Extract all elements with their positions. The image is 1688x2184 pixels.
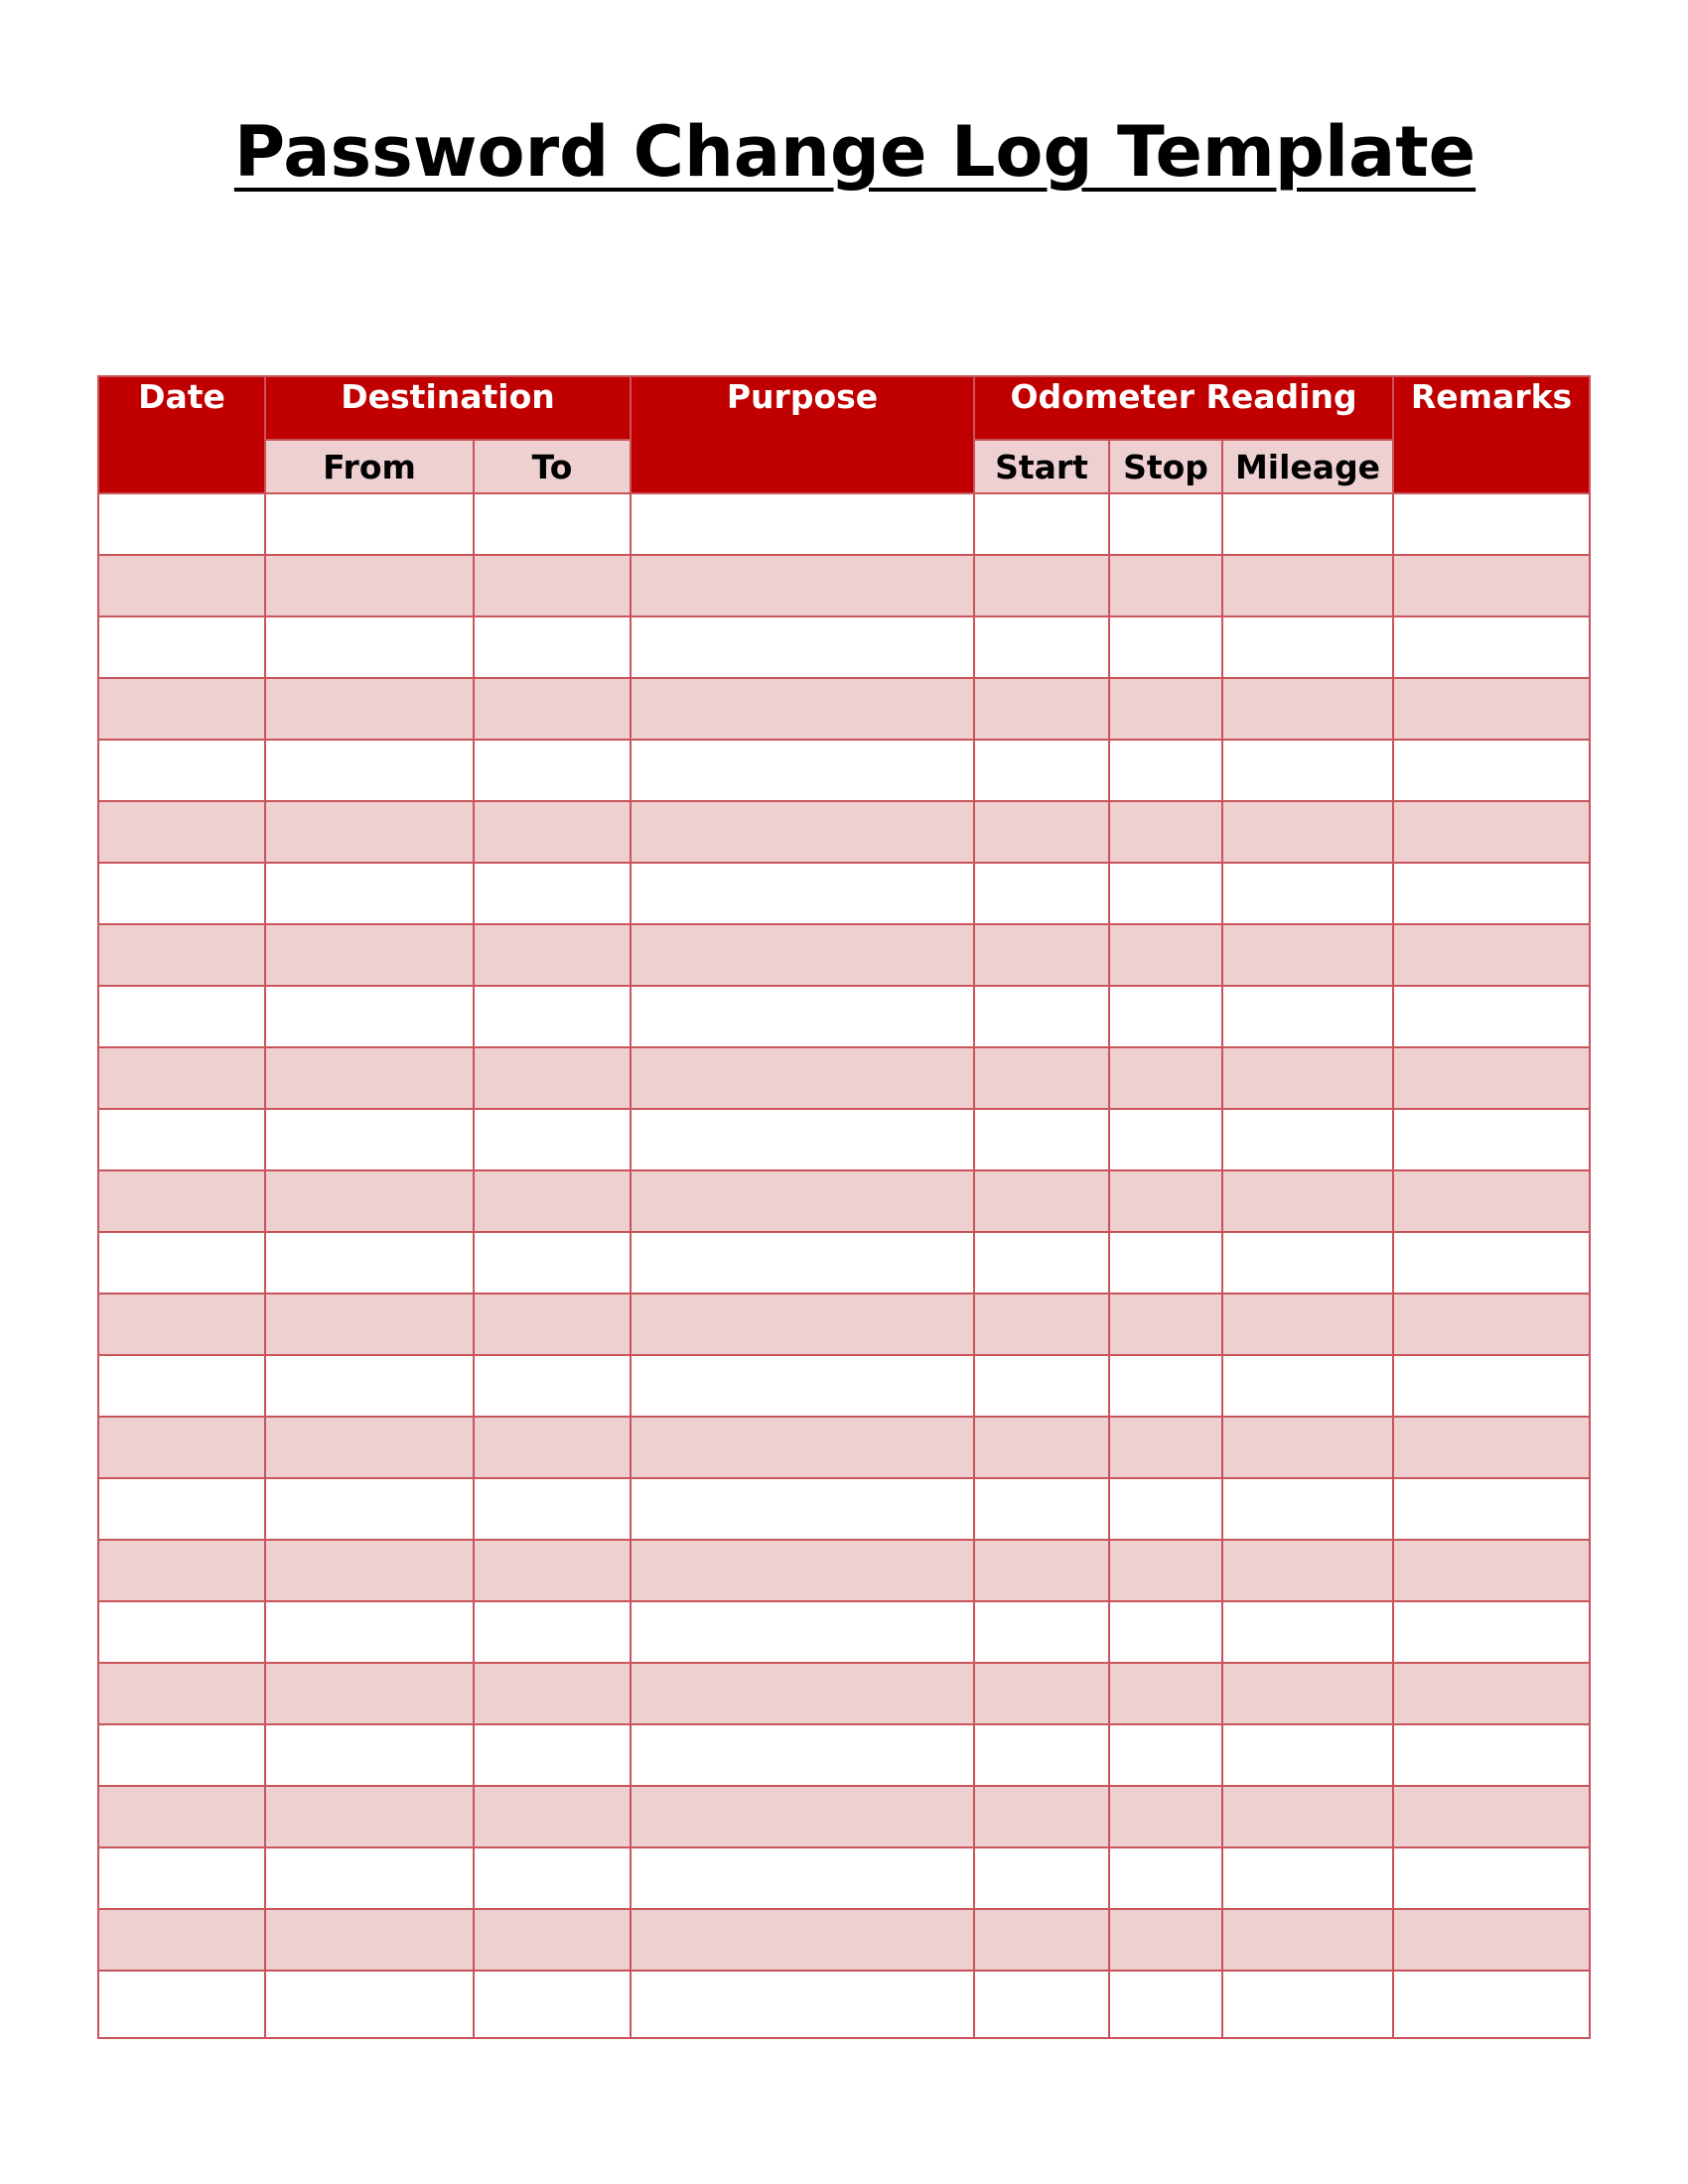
cell-remarks[interactable]	[1393, 924, 1590, 986]
cell-mileage[interactable]	[1222, 1232, 1393, 1294]
cell-start[interactable]	[974, 1294, 1109, 1355]
cell-to[interactable]	[474, 1601, 631, 1663]
cell-from[interactable]	[265, 1232, 474, 1294]
cell-remarks[interactable]	[1393, 1663, 1590, 1724]
header-start: Start	[974, 440, 1109, 493]
cell-from[interactable]	[265, 1971, 474, 2038]
cell-stop[interactable]	[1109, 555, 1222, 616]
table-row	[98, 1417, 1590, 1478]
cell-to[interactable]	[474, 1355, 631, 1417]
cell-purpose[interactable]	[631, 1232, 974, 1294]
log-table	[97, 375, 1591, 2039]
cell-remarks[interactable]	[1393, 1724, 1590, 1786]
cell-stop[interactable]	[1109, 1724, 1222, 1786]
cell-purpose[interactable]	[631, 1724, 974, 1786]
table-row	[98, 1478, 1590, 1540]
cell-date[interactable]	[98, 1355, 265, 1417]
header-from: From	[265, 440, 474, 493]
cell-remarks[interactable]	[1393, 1909, 1590, 1971]
cell-date[interactable]	[98, 1417, 265, 1478]
cell-to[interactable]	[474, 1294, 631, 1355]
cell-date[interactable]	[98, 616, 265, 678]
cell-purpose[interactable]	[631, 1355, 974, 1417]
cell-from[interactable]	[265, 1909, 474, 1971]
cell-date[interactable]	[98, 1478, 265, 1540]
cell-mileage[interactable]	[1222, 1294, 1393, 1355]
cell-purpose[interactable]	[631, 924, 974, 986]
cell-remarks[interactable]	[1393, 801, 1590, 863]
cell-mileage[interactable]	[1222, 1478, 1393, 1540]
cell-purpose[interactable]	[631, 1417, 974, 1478]
cell-purpose[interactable]	[631, 1109, 974, 1170]
cell-date[interactable]	[98, 801, 265, 863]
cell-stop[interactable]	[1109, 1786, 1222, 1847]
cell-purpose[interactable]	[631, 493, 974, 555]
cell-mileage[interactable]	[1222, 1355, 1393, 1417]
table-row	[98, 616, 1590, 678]
cell-mileage[interactable]	[1222, 740, 1393, 801]
cell-remarks[interactable]	[1393, 1417, 1590, 1478]
cell-start[interactable]	[974, 1786, 1109, 1847]
cell-stop[interactable]	[1109, 740, 1222, 801]
cell-start[interactable]	[974, 1417, 1109, 1478]
cell-mileage[interactable]	[1222, 678, 1393, 740]
cell-start[interactable]	[974, 1724, 1109, 1786]
cell-mileage[interactable]	[1222, 616, 1393, 678]
cell-stop[interactable]	[1109, 801, 1222, 863]
cell-stop[interactable]	[1109, 1601, 1222, 1663]
cell-stop[interactable]	[1109, 616, 1222, 678]
cell-stop[interactable]	[1109, 986, 1222, 1047]
cell-date[interactable]	[98, 1540, 265, 1601]
cell-to[interactable]	[474, 555, 631, 616]
cell-date[interactable]	[98, 1109, 265, 1170]
table-row	[98, 1170, 1590, 1232]
cell-mileage[interactable]	[1222, 1786, 1393, 1847]
cell-mileage[interactable]	[1222, 1417, 1393, 1478]
header-odometer-reading: Odometer Reading	[974, 376, 1393, 440]
cell-mileage[interactable]	[1222, 555, 1393, 616]
table-row	[98, 863, 1590, 924]
table-row	[98, 1355, 1590, 1417]
cell-date[interactable]	[98, 1909, 265, 1971]
cell-to[interactable]	[474, 1724, 631, 1786]
cell-to[interactable]	[474, 678, 631, 740]
cell-stop[interactable]	[1109, 493, 1222, 555]
cell-remarks[interactable]	[1393, 863, 1590, 924]
cell-stop[interactable]	[1109, 1663, 1222, 1724]
cell-from[interactable]	[265, 1540, 474, 1601]
cell-purpose[interactable]	[631, 1540, 974, 1601]
cell-to[interactable]	[474, 740, 631, 801]
cell-from[interactable]	[265, 1047, 474, 1109]
cell-remarks[interactable]	[1393, 1170, 1590, 1232]
cell-from[interactable]	[265, 1601, 474, 1663]
cell-remarks[interactable]	[1393, 555, 1590, 616]
table-row	[98, 1294, 1590, 1355]
cell-stop[interactable]	[1109, 1294, 1222, 1355]
cell-from[interactable]	[265, 863, 474, 924]
cell-date[interactable]	[98, 1294, 265, 1355]
cell-to[interactable]	[474, 1170, 631, 1232]
cell-mileage[interactable]	[1222, 801, 1393, 863]
header-row-primary	[98, 376, 1590, 440]
header-stop: Stop	[1109, 440, 1222, 493]
cell-remarks[interactable]	[1393, 493, 1590, 555]
cell-date[interactable]	[98, 924, 265, 986]
cell-remarks[interactable]	[1393, 616, 1590, 678]
cell-stop[interactable]	[1109, 1355, 1222, 1417]
cell-purpose[interactable]	[631, 1170, 974, 1232]
cell-remarks[interactable]	[1393, 1847, 1590, 1909]
cell-remarks[interactable]	[1393, 1540, 1590, 1601]
cell-remarks[interactable]	[1393, 1355, 1590, 1417]
table-row	[98, 1724, 1590, 1786]
page-title-text: Password Change Log Template	[233, 111, 1477, 193]
table-row	[98, 1047, 1590, 1109]
cell-purpose[interactable]	[631, 1047, 974, 1109]
cell-purpose[interactable]	[631, 986, 974, 1047]
cell-from[interactable]	[265, 493, 474, 555]
cell-stop[interactable]	[1109, 1847, 1222, 1909]
cell-to[interactable]	[474, 1847, 631, 1909]
table-row	[98, 1786, 1590, 1847]
cell-mileage[interactable]	[1222, 1540, 1393, 1601]
cell-stop[interactable]	[1109, 1478, 1222, 1540]
cell-from[interactable]	[265, 1478, 474, 1540]
cell-from[interactable]	[265, 1170, 474, 1232]
cell-date[interactable]	[98, 1601, 265, 1663]
cell-remarks[interactable]	[1393, 1232, 1590, 1294]
cell-from[interactable]	[265, 616, 474, 678]
cell-date[interactable]	[98, 1971, 265, 2038]
cell-purpose[interactable]	[631, 1601, 974, 1663]
header-destination: Destination	[265, 376, 631, 440]
cell-from[interactable]	[265, 1786, 474, 1847]
cell-start[interactable]	[974, 1355, 1109, 1417]
cell-stop[interactable]	[1109, 1047, 1222, 1109]
cell-remarks[interactable]	[1393, 986, 1590, 1047]
cell-mileage[interactable]	[1222, 1663, 1393, 1724]
cell-start[interactable]	[974, 1232, 1109, 1294]
cell-from[interactable]	[265, 1355, 474, 1417]
cell-remarks[interactable]	[1393, 1294, 1590, 1355]
cell-date[interactable]	[98, 986, 265, 1047]
cell-date[interactable]	[98, 1047, 265, 1109]
table-row	[98, 1971, 1590, 2038]
table-row	[98, 678, 1590, 740]
cell-to[interactable]	[474, 1540, 631, 1601]
cell-from[interactable]	[265, 740, 474, 801]
cell-from[interactable]	[265, 1724, 474, 1786]
cell-purpose[interactable]	[631, 1847, 974, 1909]
cell-to[interactable]	[474, 1109, 631, 1170]
table-row	[98, 1109, 1590, 1170]
cell-mileage[interactable]	[1222, 1047, 1393, 1109]
cell-to[interactable]	[474, 1971, 631, 2038]
cell-to[interactable]	[474, 616, 631, 678]
cell-start[interactable]	[974, 1847, 1109, 1909]
cell-date[interactable]	[98, 1663, 265, 1724]
cell-to[interactable]	[474, 493, 631, 555]
cell-from[interactable]	[265, 1417, 474, 1478]
cell-start[interactable]	[974, 1540, 1109, 1601]
cell-start[interactable]	[974, 493, 1109, 555]
cell-purpose[interactable]	[631, 1294, 974, 1355]
cell-start[interactable]	[974, 924, 1109, 986]
cell-start[interactable]	[974, 555, 1109, 616]
header-date: Date	[98, 376, 265, 493]
cell-mileage[interactable]	[1222, 1601, 1393, 1663]
cell-mileage[interactable]	[1222, 863, 1393, 924]
cell-stop[interactable]	[1109, 1909, 1222, 1971]
cell-date[interactable]	[98, 863, 265, 924]
cell-date[interactable]	[98, 678, 265, 740]
cell-date[interactable]	[98, 1847, 265, 1909]
cell-to[interactable]	[474, 1909, 631, 1971]
cell-remarks[interactable]	[1393, 678, 1590, 740]
cell-remarks[interactable]	[1393, 1786, 1590, 1847]
cell-stop[interactable]	[1109, 1232, 1222, 1294]
cell-start[interactable]	[974, 616, 1109, 678]
cell-start[interactable]	[974, 1478, 1109, 1540]
cell-stop[interactable]	[1109, 1170, 1222, 1232]
cell-purpose[interactable]	[631, 801, 974, 863]
header-to: To	[474, 440, 631, 493]
cell-start[interactable]	[974, 1601, 1109, 1663]
cell-remarks[interactable]	[1393, 1047, 1590, 1109]
cell-purpose[interactable]	[631, 863, 974, 924]
header-remarks: Remarks	[1393, 376, 1590, 493]
table-row	[98, 740, 1590, 801]
cell-mileage[interactable]	[1222, 986, 1393, 1047]
cell-mileage[interactable]	[1222, 493, 1393, 555]
table-row	[98, 493, 1590, 555]
cell-remarks[interactable]	[1393, 1109, 1590, 1170]
table-row	[98, 1232, 1590, 1294]
cell-mileage[interactable]	[1222, 1847, 1393, 1909]
table-row	[98, 986, 1590, 1047]
cell-purpose[interactable]	[631, 616, 974, 678]
cell-mileage[interactable]	[1222, 1170, 1393, 1232]
cell-date[interactable]	[98, 1786, 265, 1847]
cell-start[interactable]	[974, 1663, 1109, 1724]
table-row	[98, 1909, 1590, 1971]
cell-from[interactable]	[265, 924, 474, 986]
cell-start[interactable]	[974, 740, 1109, 801]
table-row	[98, 1601, 1590, 1663]
header-mileage: Mileage	[1222, 440, 1393, 493]
cell-start[interactable]	[974, 1971, 1109, 2038]
cell-mileage[interactable]	[1222, 1971, 1393, 2038]
cell-mileage[interactable]	[1222, 1724, 1393, 1786]
cell-start[interactable]	[974, 863, 1109, 924]
cell-from[interactable]	[265, 1294, 474, 1355]
cell-stop[interactable]	[1109, 678, 1222, 740]
cell-to[interactable]	[474, 1663, 631, 1724]
cell-purpose[interactable]	[631, 1663, 974, 1724]
table-row	[98, 801, 1590, 863]
cell-remarks[interactable]	[1393, 740, 1590, 801]
cell-to[interactable]	[474, 801, 631, 863]
cell-to[interactable]	[474, 1786, 631, 1847]
cell-from[interactable]	[265, 1663, 474, 1724]
cell-from[interactable]	[265, 986, 474, 1047]
cell-purpose[interactable]	[631, 1478, 974, 1540]
cell-from[interactable]	[265, 1847, 474, 1909]
cell-stop[interactable]	[1109, 1417, 1222, 1478]
cell-start[interactable]	[974, 678, 1109, 740]
cell-date[interactable]	[98, 1232, 265, 1294]
cell-remarks[interactable]	[1393, 1601, 1590, 1663]
cell-to[interactable]	[474, 924, 631, 986]
cell-from[interactable]	[265, 801, 474, 863]
table-row	[98, 924, 1590, 986]
cell-purpose[interactable]	[631, 678, 974, 740]
cell-mileage[interactable]	[1222, 1909, 1393, 1971]
cell-to[interactable]	[474, 1478, 631, 1540]
cell-remarks[interactable]	[1393, 1478, 1590, 1540]
cell-mileage[interactable]	[1222, 924, 1393, 986]
cell-stop[interactable]	[1109, 1109, 1222, 1170]
cell-stop[interactable]	[1109, 924, 1222, 986]
cell-to[interactable]	[474, 1417, 631, 1478]
cell-date[interactable]	[98, 740, 265, 801]
cell-date[interactable]	[98, 555, 265, 616]
header-purpose: Purpose	[631, 376, 974, 493]
cell-from[interactable]	[265, 678, 474, 740]
cell-stop[interactable]	[1109, 1540, 1222, 1601]
cell-from[interactable]	[265, 1109, 474, 1170]
cell-to[interactable]	[474, 986, 631, 1047]
cell-date[interactable]	[98, 493, 265, 555]
log-table-body	[98, 493, 1590, 2038]
cell-date[interactable]	[98, 1724, 265, 1786]
cell-stop[interactable]	[1109, 1971, 1222, 2038]
cell-start[interactable]	[974, 801, 1109, 863]
cell-purpose[interactable]	[631, 555, 974, 616]
cell-purpose[interactable]	[631, 1971, 974, 2038]
cell-stop[interactable]	[1109, 863, 1222, 924]
table-row	[98, 555, 1590, 616]
table-row	[98, 1540, 1590, 1601]
cell-from[interactable]	[265, 555, 474, 616]
cell-start[interactable]	[974, 986, 1109, 1047]
page-title	[0, 107, 1688, 197]
cell-to[interactable]	[474, 1232, 631, 1294]
cell-to[interactable]	[474, 863, 631, 924]
cell-remarks[interactable]	[1393, 1971, 1590, 2038]
cell-start[interactable]	[974, 1109, 1109, 1170]
table-row	[98, 1847, 1590, 1909]
cell-start[interactable]	[974, 1047, 1109, 1109]
cell-purpose[interactable]	[631, 1786, 974, 1847]
cell-date[interactable]	[98, 1170, 265, 1232]
cell-to[interactable]	[474, 1047, 631, 1109]
cell-start[interactable]	[974, 1909, 1109, 1971]
cell-mileage[interactable]	[1222, 1109, 1393, 1170]
cell-purpose[interactable]	[631, 740, 974, 801]
table-row	[98, 1663, 1590, 1724]
cell-purpose[interactable]	[631, 1909, 974, 1971]
cell-start[interactable]	[974, 1170, 1109, 1232]
